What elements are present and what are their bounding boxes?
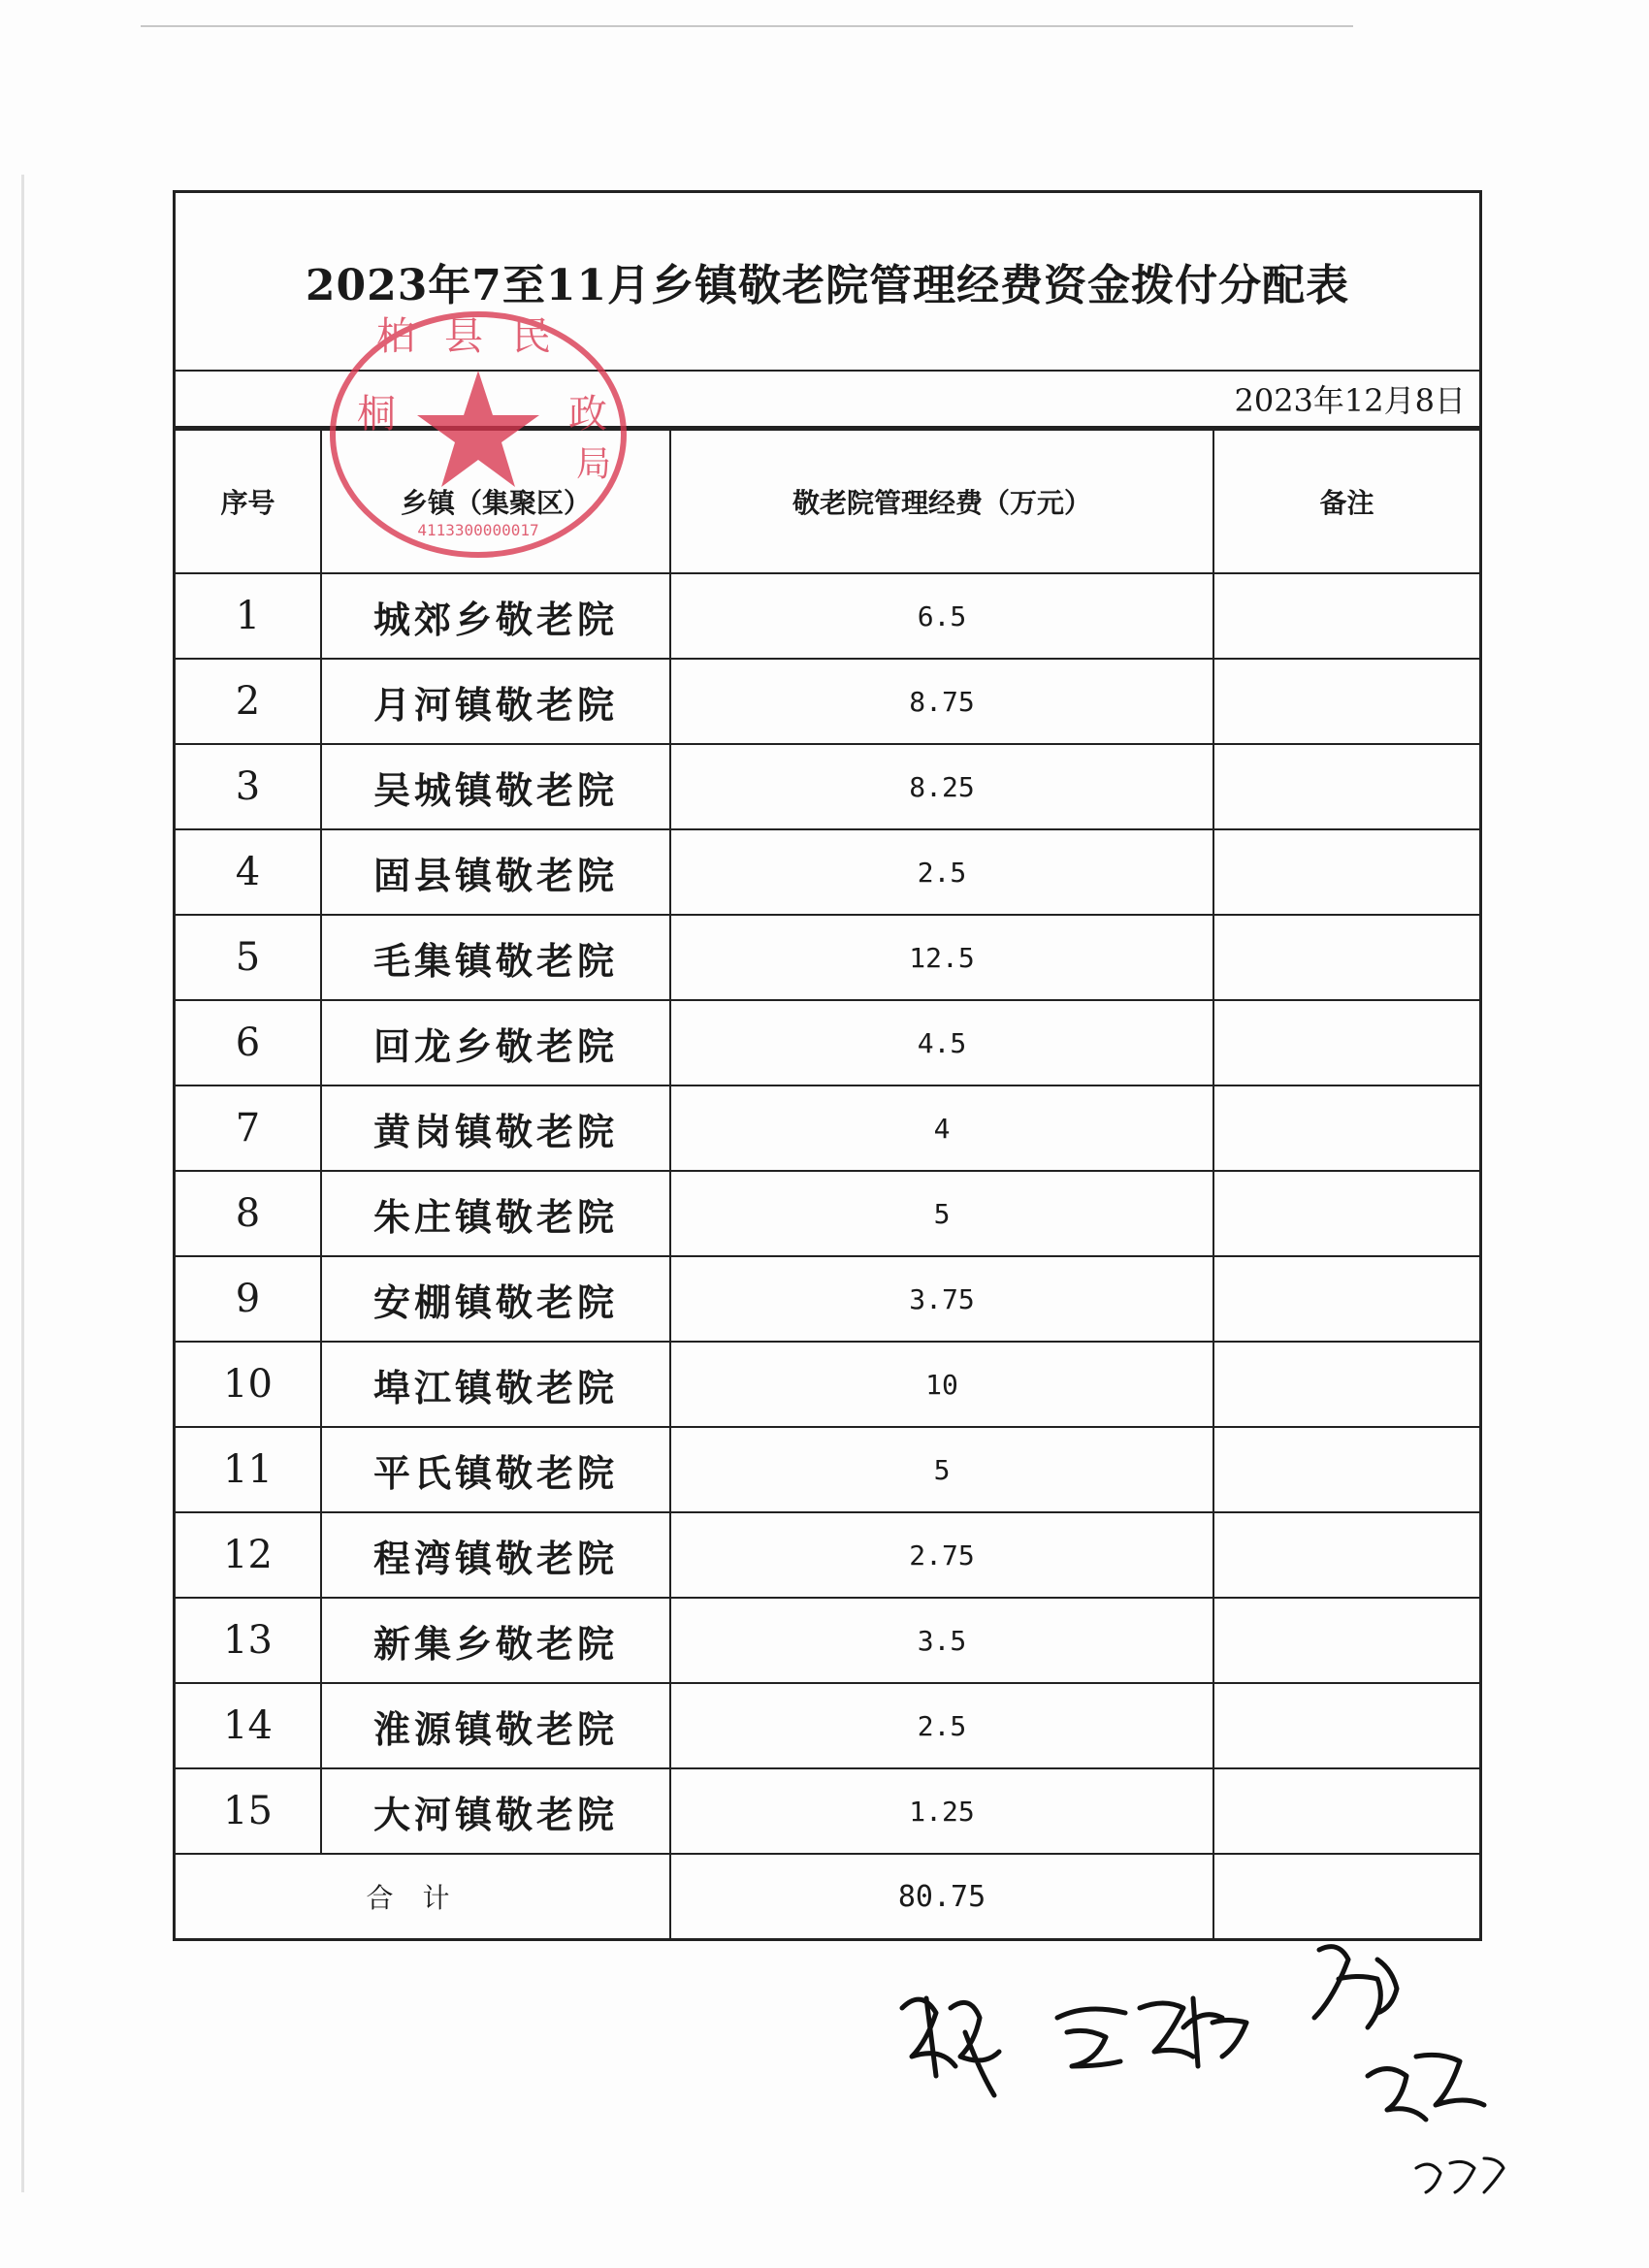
row-remark	[1213, 1768, 1479, 1854]
row-township-name: 埠江镇敬老院	[321, 1342, 670, 1427]
row-remark	[1213, 1342, 1479, 1427]
row-township-name: 程湾镇敬老院	[321, 1512, 670, 1598]
header-amount: 敬老院管理经费（万元）	[670, 430, 1213, 573]
table-row	[176, 744, 1479, 829]
row-township-name: 毛集镇敬老院	[321, 915, 670, 1000]
row-index: 7	[176, 1085, 321, 1171]
row-township-name: 朱庄镇敬老院	[321, 1171, 670, 1256]
row-remark	[1213, 1256, 1479, 1342]
total-remark	[1213, 1854, 1479, 1938]
table-row	[176, 1171, 1479, 1256]
document-date: 2023年12月8日	[1234, 382, 1466, 419]
svg-text:政: 政	[568, 392, 607, 437]
row-amount: 5	[670, 1427, 1213, 1512]
allocation-table	[176, 429, 1479, 1938]
row-index: 4	[176, 829, 321, 915]
svg-text:4113300000017: 4113300000017	[417, 521, 539, 539]
row-remark	[1213, 829, 1479, 915]
table-row	[176, 915, 1479, 1000]
row-amount: 10	[670, 1342, 1213, 1427]
row-amount: 12.5	[670, 915, 1213, 1000]
document-title: 2023年7至11月乡镇敬老院管理经费资金拨付分配表	[305, 261, 1350, 310]
total-row	[176, 1854, 1479, 1938]
header-township: 乡镇（集聚区）	[321, 430, 670, 573]
row-township-name: 月河镇敬老院	[321, 659, 670, 744]
table-row	[176, 573, 1479, 659]
row-township-name: 大河镇敬老院	[321, 1768, 670, 1854]
table-header-row	[176, 430, 1479, 573]
row-amount: 8.75	[670, 659, 1213, 744]
row-township-name: 吴城镇敬老院	[321, 744, 670, 829]
row-amount: 2.5	[670, 1683, 1213, 1768]
row-township-name: 固县镇敬老院	[321, 829, 670, 915]
row-remark	[1213, 915, 1479, 1000]
row-index: 8	[176, 1171, 321, 1256]
table-row	[176, 1598, 1479, 1683]
row-remark	[1213, 659, 1479, 744]
total-amount: 80.75	[670, 1854, 1213, 1938]
row-township-name: 新集乡敬老院	[321, 1598, 670, 1683]
table-row	[176, 1085, 1479, 1171]
row-remark	[1213, 744, 1479, 829]
row-township-name: 城郊乡敬老院	[321, 573, 670, 659]
row-index: 1	[176, 573, 321, 659]
row-index: 14	[176, 1683, 321, 1768]
header-remark: 备注	[1213, 430, 1479, 573]
row-township-name: 安棚镇敬老院	[321, 1256, 670, 1342]
row-township-name: 回龙乡敬老院	[321, 1000, 670, 1085]
row-remark	[1213, 1085, 1479, 1171]
row-township-name: 黄岗镇敬老院	[321, 1085, 670, 1171]
table-row	[176, 1768, 1479, 1854]
row-index: 5	[176, 915, 321, 1000]
row-index: 15	[176, 1768, 321, 1854]
row-remark	[1213, 1000, 1479, 1085]
table-row	[176, 1342, 1479, 1427]
row-index: 6	[176, 1000, 321, 1085]
row-amount: 6.5	[670, 573, 1213, 659]
svg-text:柏县民: 柏县民	[376, 314, 580, 359]
date-row	[176, 372, 1479, 429]
scan-edge-top	[141, 25, 1353, 27]
header-index: 序号	[176, 430, 321, 573]
table-row	[176, 1512, 1479, 1598]
row-amount: 2.75	[670, 1512, 1213, 1598]
handwritten-signatures	[873, 1940, 1610, 2231]
table-row	[176, 1427, 1479, 1512]
row-index: 9	[176, 1256, 321, 1342]
row-remark	[1213, 1598, 1479, 1683]
row-index: 13	[176, 1598, 321, 1683]
svg-text:桐: 桐	[357, 392, 396, 437]
row-remark	[1213, 573, 1479, 659]
row-amount: 3.75	[670, 1256, 1213, 1342]
scan-edge-left	[21, 175, 24, 2192]
row-index: 10	[176, 1342, 321, 1427]
row-township-name: 淮源镇敬老院	[321, 1683, 670, 1768]
row-amount: 4	[670, 1085, 1213, 1171]
total-label: 合计	[176, 1854, 670, 1938]
row-amount: 4.5	[670, 1000, 1213, 1085]
row-index: 2	[176, 659, 321, 744]
title-row	[176, 193, 1479, 372]
table-row	[176, 1000, 1479, 1085]
row-amount: 8.25	[670, 744, 1213, 829]
row-index: 3	[176, 744, 321, 829]
table-row	[176, 659, 1479, 744]
table-row	[176, 1683, 1479, 1768]
table-row	[176, 1256, 1479, 1342]
row-remark	[1213, 1512, 1479, 1598]
allocation-table-sheet	[173, 190, 1482, 1941]
svg-text:局: 局	[576, 444, 612, 484]
row-index: 11	[176, 1427, 321, 1512]
row-township-name: 平氏镇敬老院	[321, 1427, 670, 1512]
row-amount: 5	[670, 1171, 1213, 1256]
table-row	[176, 829, 1479, 915]
row-amount: 1.25	[670, 1768, 1213, 1854]
row-remark	[1213, 1683, 1479, 1768]
row-index: 12	[176, 1512, 321, 1598]
row-remark	[1213, 1171, 1479, 1256]
row-remark	[1213, 1427, 1479, 1512]
row-amount: 2.5	[670, 829, 1213, 915]
row-amount: 3.5	[670, 1598, 1213, 1683]
